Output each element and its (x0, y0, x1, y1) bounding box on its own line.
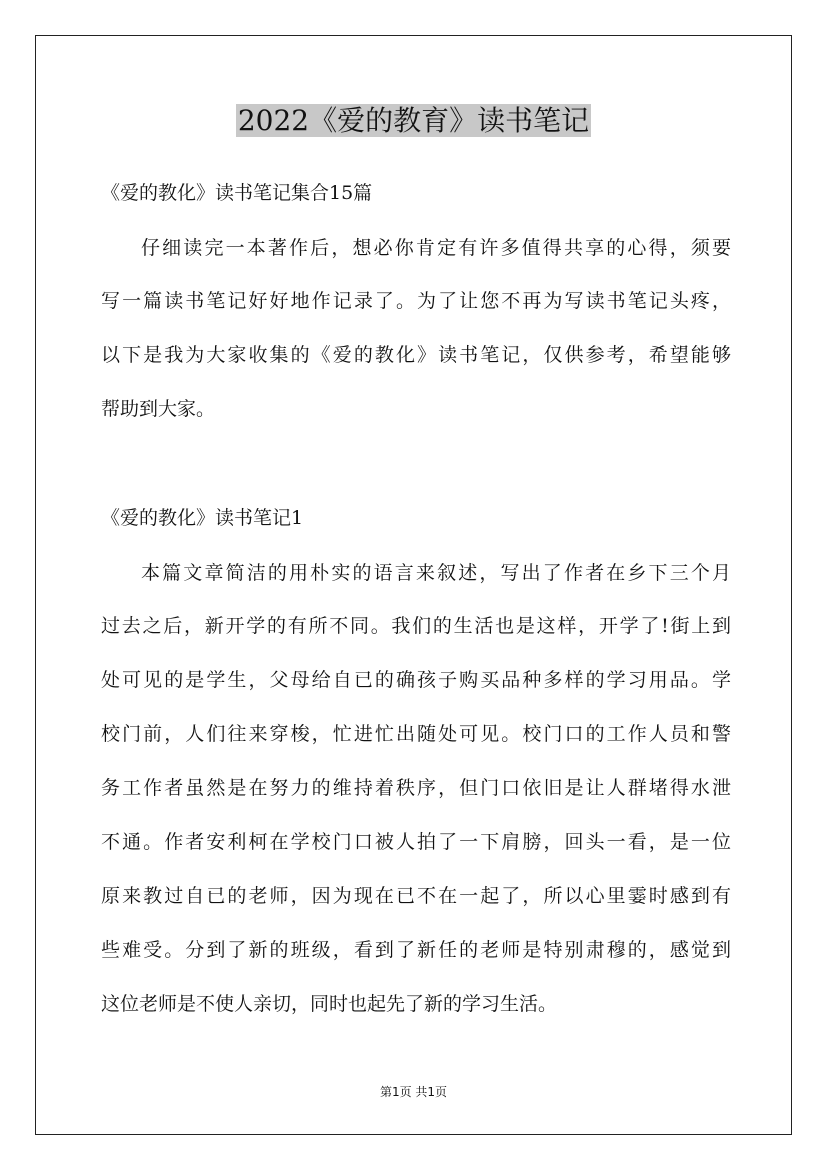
section1-line-9: 这位老师是不使人亲切，同时也起先了新的学习生活。 (101, 993, 558, 1015)
section1-line-7: 原来教过自已的老师，因为现在已不在一起了，所以心里霎时感到有 (101, 885, 731, 907)
section1-line-8: 些难受。分到了新的班级，看到了新任的老师是特别肃穆的，感觉到 (101, 939, 731, 961)
section1-line-4: 校门前，人们往来穿梭，忙进忙出随处可见。校门口的工作人员和警 (101, 723, 731, 745)
intro-line-4: 帮助到大家。 (101, 398, 216, 420)
intro-heading: 《爱的教化》读书笔记集合15篇 (101, 182, 373, 204)
document-title-text: 2022《爱的教育》读书笔记 (237, 104, 590, 137)
intro-line-3: 以下是我为大家收集的《爱的教化》读书笔记，仅供参考，希望能够 (101, 344, 731, 366)
section1-line-5: 务工作者虽然是在努力的维持着秩序，但门口依旧是让人群堵得水泄 (101, 777, 731, 799)
intro-line-2: 写一篇读书笔记好好地作记录了。为了让您不再为写读书笔记头疼， (101, 290, 731, 312)
page-footer: 第1页 共1页 (379, 1085, 448, 1099)
section1-heading: 《爱的教化》读书笔记1 (101, 507, 304, 529)
section1-line-6: 不通。作者安利柯在学校门口被人拍了一下肩膀，回头一看，是一位 (101, 831, 731, 853)
intro-line-1: 仔细读完一本著作后，想必你肯定有许多值得共享的心得，须要 (141, 237, 731, 259)
section1-line-3: 处可见的是学生，父母给自已的确孩子购买品种多样的学习用品。学 (101, 669, 731, 691)
document-title (0, 101, 827, 141)
section1-line-1: 本篇文章简洁的用朴实的语言来叙述，写出了作者在乡下三个月 (141, 562, 731, 584)
section1-line-2: 过去之后，新开学的有所不同。我们的生活也是这样，开学了!街上到 (101, 615, 731, 637)
